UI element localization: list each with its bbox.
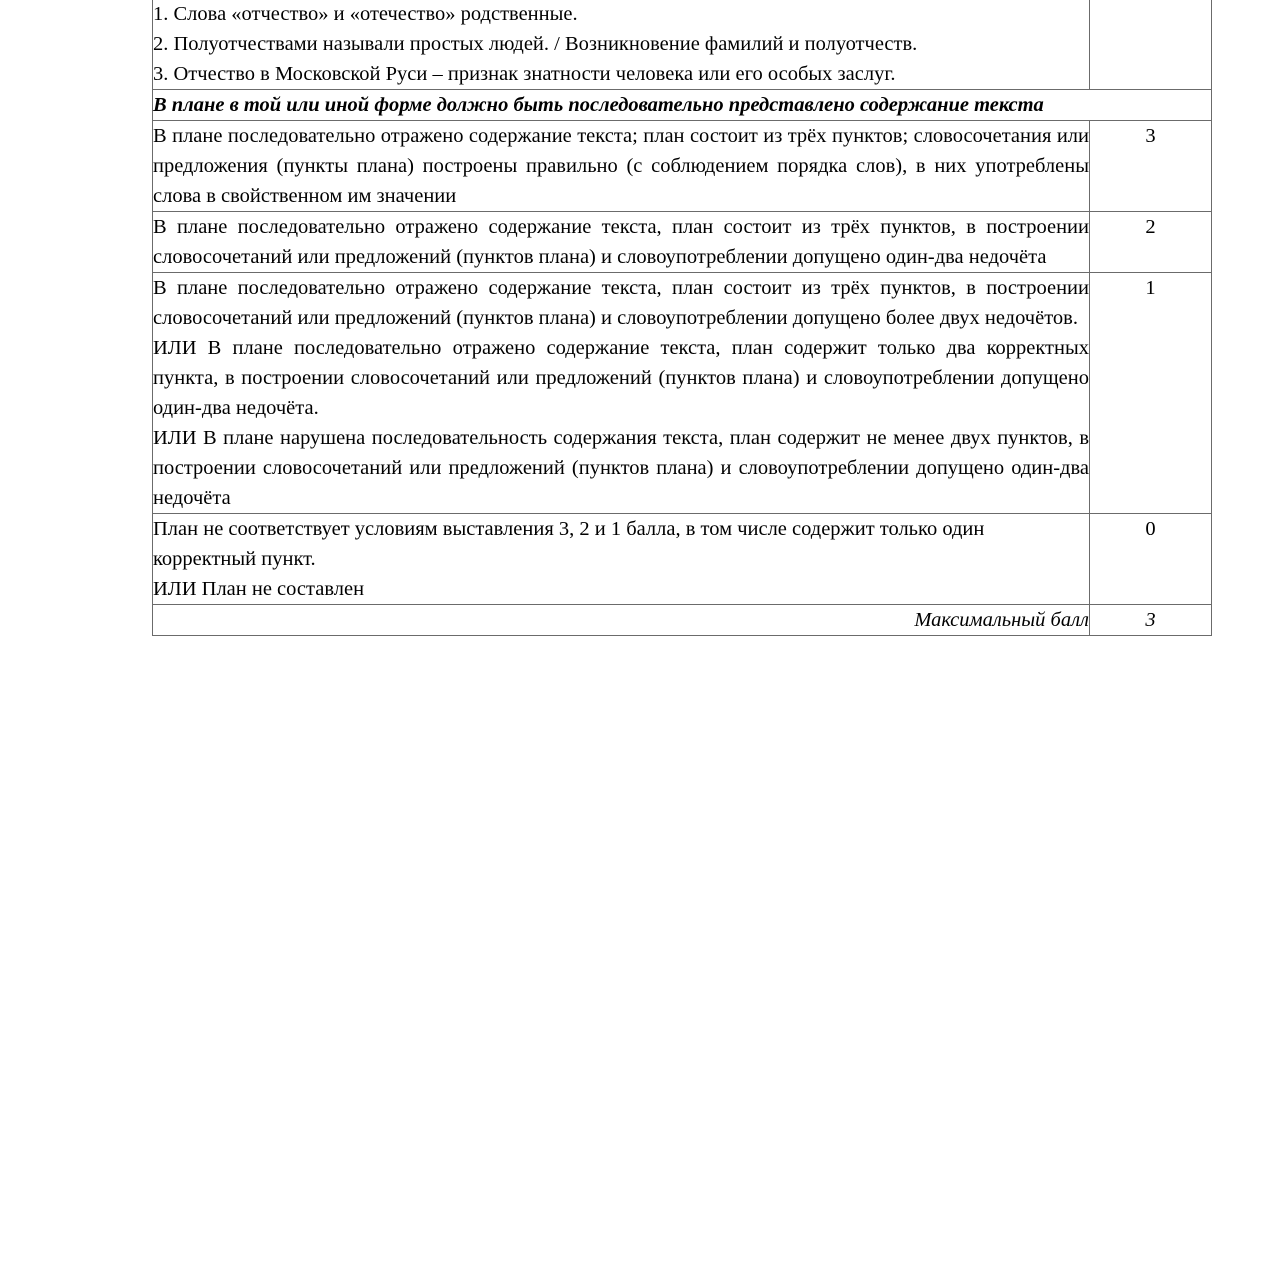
scoring-criteria-table	[152, 0, 1212, 636]
table-row	[153, 90, 1212, 121]
list-item: 1. Слова «отчество» и «отечество» родственные.	[153, 3, 578, 25]
criterion-paragraph: В плане последовательно отражено содержание текста, план состоит из трёх пунктов, в построении словосочетаний или предложений (пунктов плана) и словоупотреблении допущено один-два недочёта	[153, 216, 1089, 268]
criterion-1-cell	[153, 273, 1090, 514]
criterion-paragraph: ИЛИ В плане последовательно отражено содержание текста, план содержит только два корректных пункта, в построении словосочетаний или предложений (пунктов плана) и словоупотреблении допущено один-два недочёта.	[153, 337, 1089, 419]
score-cell: 3	[1090, 121, 1212, 212]
criterion-paragraph: ИЛИ В плане нарушена последовательность содержания текста, план содержит не менее двух пунктов, в построении словосочетаний или предложений (пунктов плана) и словоупотреблении допущено один-два недочёта	[153, 427, 1089, 509]
criterion-0-cell	[153, 514, 1090, 605]
plan-points-list	[153, 0, 1089, 89]
table-row	[153, 605, 1212, 636]
criterion-3-cell	[153, 121, 1090, 212]
table-row	[153, 212, 1212, 273]
list-item: 3. Отчество в Московской Руси – признак знатности человека или его особых заслуг.	[153, 63, 896, 85]
score-cell: 0	[1090, 514, 1212, 605]
table-row	[153, 273, 1212, 514]
score-cell	[1090, 0, 1212, 90]
criterion-paragraph: В плане последовательно отражено содержание текста, план состоит из трёх пунктов, в построении словосочетаний или предложений (пунктов плана) и словоупотреблении допущено более двух недочётов.	[153, 277, 1089, 329]
criterion-2-cell	[153, 212, 1090, 273]
section-heading-cell: В плане в той или иной форме должно быть последовательно представлено содержание текста	[153, 90, 1212, 121]
criterion-paragraph: В плане последовательно отражено содержание текста; план состоит из трёх пунктов; словосочетания или предложения (пункты плана) построены правильно (с соблюдением порядка слов), в них употреблены слова в свойственном им значении	[153, 125, 1089, 207]
score-cell: 2	[1090, 212, 1212, 273]
criterion-paragraph: План не соответствует условиям выставления 3, 2 и 1 балла, в том числе содержит только один корректный пункт.	[153, 518, 985, 570]
criterion-paragraph: ИЛИ План не составлен	[153, 578, 365, 600]
plan-points-cell	[153, 0, 1090, 90]
maximum-score-value: 3	[1090, 605, 1212, 636]
maximum-score-label: Максимальный балл	[153, 605, 1090, 636]
list-item: 2. Полуотчествами называли простых людей. / Возникновение фамилий и полуотчеств.	[153, 33, 918, 55]
score-cell: 1	[1090, 273, 1212, 514]
table-row	[153, 0, 1212, 90]
table-row	[153, 121, 1212, 212]
table-row	[153, 514, 1212, 605]
